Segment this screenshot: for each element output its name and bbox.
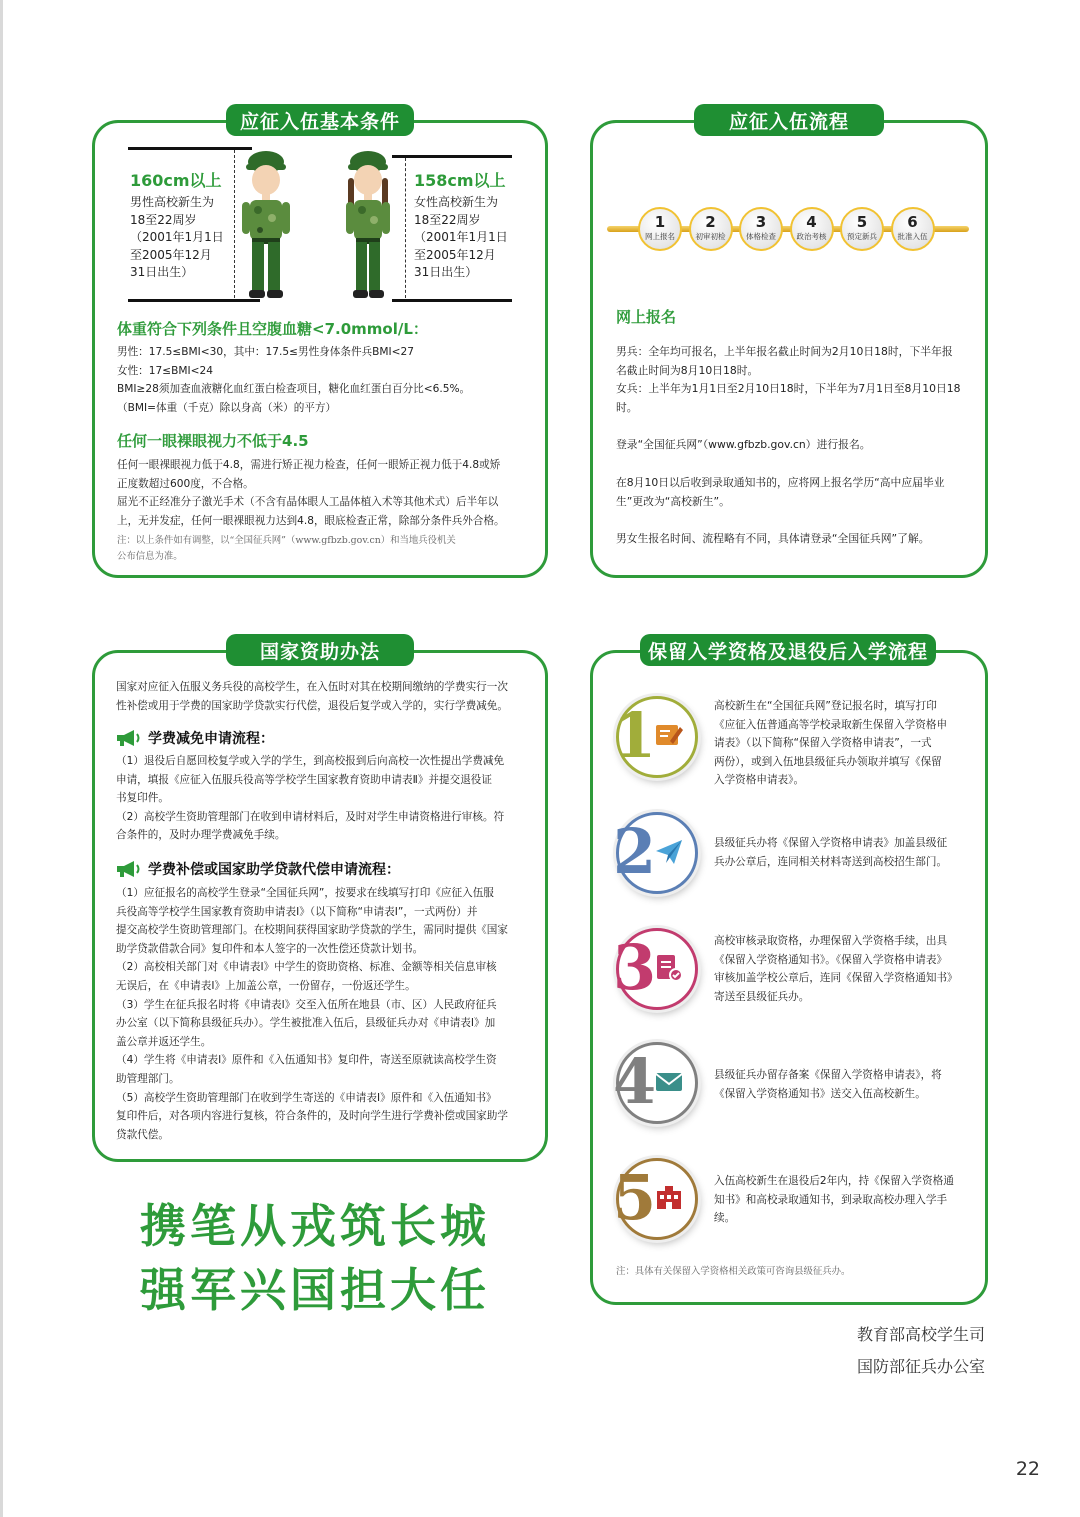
vision-heading: 任何一眼裸眼视力不低于4.5	[117, 432, 309, 450]
basic-conditions-note	[117, 533, 456, 565]
step-number: 3	[755, 213, 767, 231]
text-line: 合条件的，及时办理学费减免手续。	[116, 829, 286, 842]
text-line: 31日出生）	[130, 265, 194, 280]
text-line: 正度数超过600度，不合格。	[117, 477, 254, 490]
text-line: 女兵：上半年为1月1日至2月10日18时，下半年为7月1日至8月10日18	[616, 382, 961, 396]
text-line: （2001年1月1日	[414, 230, 508, 245]
text-line: 提交高校学生资助管理部门。在校期间获得国家助学贷款的学生，需同时提供《国家	[116, 924, 508, 937]
female-height: 158cm以上	[414, 171, 506, 190]
text-line: 兵役高等学校学生国家教育资助申请表Ⅰ》（以下简称“申请表Ⅰ”，一式两份）并	[116, 905, 478, 918]
text-line: （3）学生在征兵报名时将《申请表Ⅰ》交至入伍所在地县（市、区）人民政府征兵	[116, 998, 497, 1011]
text-line: 在8月10日以后收到录取通知书的，应将网上报名学历“高中应届毕业	[616, 475, 945, 489]
edit-form-icon	[653, 721, 685, 751]
step-label: 批准入伍	[897, 232, 928, 241]
text-line: 助管理部门。	[116, 1072, 180, 1085]
step-label: 网上报名	[645, 232, 675, 241]
text-line: （1）退役后自愿回校复学或入学的学生，到高校报到后向高校一次性提出学费减免	[116, 755, 505, 767]
signature-line-2: 国防部征兵办公室	[856, 1357, 985, 1376]
text-line: 复印件后，对各项内容进行复核，符合条件的，及时向学生进行学费补偿或国家助学	[116, 1110, 508, 1123]
step-number: 1	[654, 213, 666, 231]
text-line: 注：以上条件如有调整，以“全国征兵网”（www.gfbzb.gov.cn）和当地兵役机关	[117, 535, 456, 546]
retain-step-number: 5	[613, 1161, 657, 1234]
process-step	[790, 207, 834, 251]
text-line: 国家对应征入伍服义务兵役的高校学生，在入伍时对其在校期间缴纳的学费实行一次	[116, 681, 508, 693]
text-line: 请表》（以下简称“保留入学资格申请表”，一式	[714, 737, 932, 750]
online-registration-text	[616, 343, 961, 568]
step-label: 体格检查	[746, 232, 776, 241]
text-line: 名截止时间为8月10日18时。	[616, 363, 759, 377]
text-line: 续。	[714, 1212, 736, 1225]
text-line: 任何一眼裸眼视力低于4.8，需进行矫正视力检查，任何一眼矫正视力低于4.8或矫	[117, 459, 501, 471]
paper-plane-icon	[653, 837, 685, 867]
signature-line-1: 教育部高校学生司	[856, 1325, 985, 1344]
retain-step-text	[714, 1172, 954, 1228]
process-step	[638, 207, 682, 251]
text-line: 31日出生）	[414, 265, 478, 280]
retain-step-number: 2	[613, 815, 657, 888]
text-line: 屈光不正经准分子激光手术（不含有晶体眼人工晶体植入术等其他术式）后半年以	[117, 496, 499, 509]
process-paragraph	[616, 474, 961, 511]
text-line: 申请，填报《应征入伍服兵役高等学校学生国家教育资助申请表Ⅱ》并提交退役证	[116, 773, 492, 786]
text-line: 至2005年12月	[130, 247, 212, 262]
text-line: 男兵：全年均可报名，上半年报名截止时间为2月10日18时，下半年报	[616, 345, 953, 358]
retain-step-number: 3	[613, 931, 657, 1004]
text-line: 生”更改为“高校新生”。	[616, 494, 730, 508]
text-line: 女性：17≤BMI<24	[117, 364, 214, 377]
text-line: 男性高校新生为	[130, 195, 215, 209]
building-icon	[653, 1183, 685, 1213]
female-height-marker	[405, 158, 406, 298]
basic-conditions-title: 应征入伍基本条件	[226, 104, 414, 136]
text-line: 办公室（以下简称县级征兵办）。学生被批准入伍后，县级征兵办对《申请表Ⅰ》加	[116, 1017, 496, 1030]
megaphone-icon	[116, 729, 142, 747]
national-aid-title: 国家资助办法	[226, 634, 414, 666]
page-edge	[0, 0, 3, 1517]
text-line: 《应征入伍普通高等学校录取新生保留入学资格申	[714, 718, 948, 731]
process-paragraph	[616, 530, 961, 549]
text-line: 至2005年12月	[414, 247, 496, 262]
retain-step-badge	[613, 1158, 698, 1240]
online-registration-heading: 网上报名	[616, 308, 677, 326]
envelope-icon	[653, 1067, 685, 1097]
retain-step-badge	[613, 696, 698, 778]
text-line: （4）学生将《申请表Ⅰ》原件和《入伍通知书》复印件，寄送至原就读高校学生资	[116, 1054, 497, 1067]
male-soldier-figure	[238, 148, 294, 302]
tuition-compensation-steps	[116, 884, 508, 1144]
tuition-reduction-heading: 学费减免申请流程：	[148, 731, 274, 747]
text-line: （2001年1月1日	[130, 230, 224, 245]
text-line: 《保留入学资格通知书》送交入伍高校新生。	[714, 1087, 926, 1100]
retain-step-badge	[613, 812, 698, 894]
tuition-compensation-heading: 学费补偿或国家助学贷款代偿申请流程：	[148, 862, 400, 878]
megaphone-icon	[116, 860, 142, 878]
slogan-line-2: 强军兴国担大任	[140, 1263, 490, 1317]
document-check-icon	[653, 953, 685, 983]
step-label: 政治考核	[796, 232, 827, 241]
process-step	[891, 207, 935, 251]
process-step	[840, 207, 884, 251]
slogan-line-1: 携笔从戎筑长城	[140, 1199, 490, 1253]
step-number: 5	[856, 213, 868, 231]
female-bottom-line	[392, 299, 512, 302]
process-paragraph	[616, 343, 961, 417]
text-line: 贷款代偿。	[116, 1128, 169, 1141]
vision-conditions-text	[117, 456, 505, 530]
process-paragraph	[616, 436, 961, 455]
step-number: 4	[806, 213, 817, 231]
weight-conditions-text	[117, 343, 470, 417]
text-line: 上，无并发症，任何一眼裸眼视力达到4.8，眼底检查正常，除部分条件兵外合格。	[117, 514, 505, 527]
text-line: 助学贷款借款合同》复印件和本人签字的一次性偿还贷款计划书。	[116, 942, 424, 955]
text-line: 《保留入学资格通知书》。《保留入学资格申请表》	[714, 953, 948, 966]
text-line: 兵办公章后，连同相关材料寄送到高校招生部门。	[714, 855, 948, 868]
retain-note: 注：具体有关保留入学资格相关政策可咨询县级征兵办。	[616, 1266, 851, 1277]
text-line: （2）高校学生资助管理部门在收到申请材料后，及时对学生申请资格进行审核。符	[116, 810, 505, 823]
retain-step-text	[714, 1066, 942, 1103]
text-line: 盖公章并返还学生。	[116, 1035, 212, 1048]
text-line: 知书》和高校录取通知书，到录取高校办理入学手	[714, 1193, 948, 1206]
text-line: 公布信息为准。	[117, 551, 183, 562]
text-line: 审核加盖学校公章后，连同《保留入学资格通知书》	[714, 972, 958, 985]
retain-step-badge	[613, 1042, 698, 1124]
tuition-reduction-steps	[116, 752, 504, 845]
text-line: 书复印件。	[116, 792, 169, 805]
step-number: 6	[907, 213, 918, 231]
step-number: 2	[705, 213, 716, 231]
text-line: 时。	[616, 400, 638, 414]
text-line: 寄送至县级征兵办。	[714, 990, 810, 1003]
text-line: （1）应征报名的高校学生登录“全国征兵网”，按要求在线填写打印《应征入伍服	[116, 887, 494, 899]
text-line: 无误后，在《申请表Ⅰ》上加盖公章，一份留存，一份返还学生。	[116, 979, 416, 992]
text-line: 县级征兵办将《保留入学资格申请表》加盖县级征	[714, 837, 948, 849]
male-height-marker	[234, 150, 235, 298]
retain-step-text	[714, 834, 947, 871]
text-line: 高校审核录取资格，办理保留入学资格手续，出具	[714, 935, 948, 947]
text-line: 18至22周岁	[414, 212, 481, 227]
text-line: （BMI=体重（千克）除以身高（米）的平方）	[117, 401, 337, 414]
female-soldier-figure	[340, 148, 396, 302]
text-line: （5）高校学生资助管理部门在收到学生寄送的《申请表Ⅰ》原件和《入伍通知书》	[116, 1091, 497, 1104]
step-label: 预定新兵	[847, 232, 877, 241]
step-label: 初审初检	[695, 232, 726, 241]
retain-enrollment-title: 保留入学资格及退役后入学流程	[640, 634, 936, 666]
process-step	[689, 207, 733, 251]
text-line: 入学资格申请表》。	[714, 774, 805, 787]
text-line: BMI≥28须加查血液糖化血红蛋白检查项目，糖化血红蛋白百分比<6.5%。	[117, 383, 471, 396]
text-line: 性补偿或用于学费的国家助学贷款实行代偿，退役后复学或入学的，实行学费减免。	[116, 699, 508, 712]
text-line: 高校新生在“全国征兵网”登记报名时，填写打印	[714, 700, 937, 712]
weight-heading: 体重符合下列条件且空腹血糖<7.0mmol/L：	[117, 320, 428, 338]
male-age-text	[130, 194, 224, 282]
text-line: 县级征兵办留存备案《保留入学资格申请表》，将	[714, 1069, 942, 1081]
male-height: 160cm以上	[130, 171, 222, 190]
enlistment-process-title: 应征入伍流程	[694, 104, 884, 136]
text-line: 入伍高校新生在退役后2年内，持《保留入学资格通	[714, 1175, 954, 1187]
text-line: 18至22周岁	[130, 212, 197, 227]
text-line: 男女生报名时间、流程略有不同，具体请登录“全国征兵网”了解。	[616, 532, 930, 546]
process-step	[739, 207, 783, 251]
text-line: （2）高校相关部门对《申请表Ⅰ》中学生的资助资格、标准、金额等相关信息审核	[116, 961, 497, 974]
retain-step-badge	[613, 928, 698, 1010]
female-age-text	[414, 194, 508, 282]
retain-step-number: 1	[613, 699, 657, 772]
retain-step-text	[714, 932, 958, 1006]
page-number: 22	[1015, 1458, 1040, 1480]
text-line: 男性：17.5≤BMI<30，其中：17.5≤男性身体条件兵BMI<27	[117, 346, 415, 358]
retain-step-number: 4	[613, 1045, 657, 1118]
text-line: 女性高校新生为	[414, 195, 499, 209]
text-line: 两份），或到入伍地县级征兵办领取并填写《保留	[714, 755, 942, 768]
aid-intro-text	[116, 678, 508, 715]
retain-step-text	[714, 697, 947, 790]
female-top-line	[392, 155, 512, 158]
text-line: 登录“全国征兵网”（www.gfbzb.gov.cn）进行报名。	[616, 438, 871, 452]
